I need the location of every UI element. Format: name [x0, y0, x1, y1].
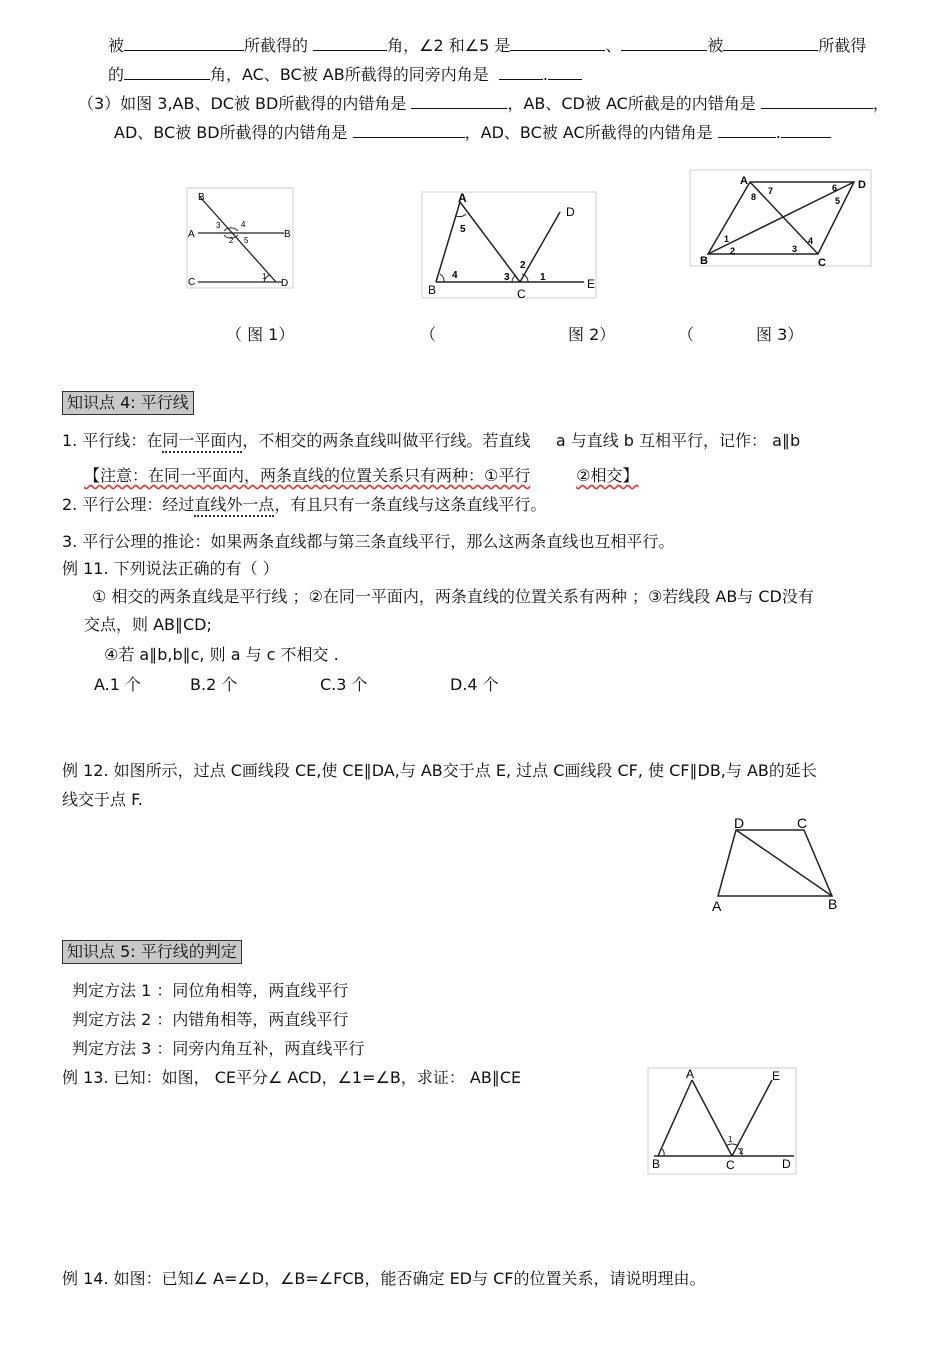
- label-E: E: [587, 277, 596, 291]
- example-14: 例 14. 如图：已知∠ A=∠D，∠B=∠FCB，能否确定 ED与 CF的位置关系，请说明理由。: [62, 1269, 706, 1288]
- answer-blank[interactable]: [781, 122, 831, 138]
- example-13: 例 13. 已知：如图， CE平分∠ ACD，∠1=∠B，求证： AB∥CE: [62, 1068, 522, 1087]
- label-D: D: [281, 278, 289, 289]
- angle-1: 1: [728, 1135, 733, 1144]
- angle-5: 5: [835, 196, 841, 206]
- trapezoid-figure: [706, 814, 846, 914]
- label-A: A: [458, 191, 467, 205]
- answer-blank[interactable]: [718, 122, 776, 138]
- method-1: 判定方法 1 ：同位角相等，两直线平行: [72, 981, 349, 1000]
- angle-1: 1: [540, 272, 546, 283]
- angle-3: 3: [216, 221, 221, 230]
- label-A: A: [740, 175, 748, 187]
- section-title-k4: 知识点 4: 平行线: [62, 391, 194, 415]
- label-D: D: [782, 1157, 791, 1171]
- angle-2: 2: [730, 246, 736, 256]
- label-C: C: [726, 1158, 735, 1172]
- example-11-statement-3: ④若 a∥b,b∥c, 则 a 与 c 不相交 .: [104, 645, 339, 664]
- angle-3: 3: [504, 272, 510, 283]
- paragraph-corollary: 3. 平行公理的推论：如果两条直线都与第三条直线平行，那么这两条直线也互相平行。: [62, 532, 675, 551]
- label-A: A: [712, 898, 722, 914]
- label-E: E: [772, 1069, 781, 1083]
- answer-blank[interactable]: [313, 35, 387, 51]
- example-12-line-1: 例 12. 如图所示，过点 C画线段 CE,使 CE∥DA,与 AB交于点 E, 过点 C画线段 CF, 使 CF∥DB,与 AB的延长: [62, 761, 817, 780]
- angle-5: 5: [460, 224, 466, 235]
- caption-figure-3-open: （: [678, 325, 695, 344]
- angle-8: 8: [751, 192, 757, 202]
- answer-blank[interactable]: [353, 122, 465, 138]
- answer-blank[interactable]: [510, 35, 605, 51]
- section-title-k5: 知识点 5: 平行线的判定: [62, 940, 242, 964]
- question-line-4: AD、BC被 BD所截得的内错角是 ，AD、BC被 AC所截得的内错角是 .: [114, 122, 831, 144]
- angle-2: 2: [520, 260, 526, 271]
- figure-1: [186, 187, 296, 292]
- caption-figure-2: 图 2）: [568, 325, 616, 344]
- angle-4: 4: [241, 220, 246, 229]
- angle-6: 6: [832, 183, 838, 193]
- paragraph-parallel-axiom: 2. 平行公理：经过直线外一点，有且只有一条直线与这条直线平行。: [62, 494, 546, 516]
- answer-blank[interactable]: [723, 35, 818, 51]
- paragraph-parallel-def: 1. 平行线：在同一平面内，不相交的两条直线叫做平行线。若直线 a 与直线 b 互相平行，记作： a∥b: [62, 430, 800, 452]
- label-A: A: [188, 229, 195, 240]
- example-11: 例 11. 下列说法正确的有（ ）: [62, 559, 279, 578]
- question-line-2: 的 角，AC、BC被 AB所截得的同旁内角是 .: [108, 64, 582, 86]
- question-line-1: 被 所截得的 角，∠2 和∠5 是 、 被 所截得: [108, 36, 867, 55]
- label-D: D: [734, 815, 745, 831]
- angle-4: 4: [452, 270, 458, 281]
- caption-figure-2-open: （: [420, 325, 437, 344]
- label-C: C: [188, 277, 196, 288]
- method-2: 判定方法 2 ：内错角相等，两直线平行: [72, 1010, 349, 1029]
- option-b[interactable]: B.2 个: [190, 675, 238, 694]
- option-d[interactable]: D.4 个: [450, 675, 499, 694]
- caption-figure-1: （ 图 1）: [226, 325, 295, 344]
- angle-2: 2: [739, 1147, 744, 1156]
- label-D: D: [566, 205, 575, 219]
- answer-blank[interactable]: [761, 93, 873, 109]
- label-C: C: [797, 815, 808, 831]
- answer-blank[interactable]: [621, 35, 707, 51]
- example-11-statement-2: 交点，则 AB∥CD;: [84, 615, 212, 634]
- label-D: D: [858, 179, 866, 191]
- option-c[interactable]: C.3 个: [320, 675, 368, 694]
- option-a[interactable]: A.1 个: [94, 675, 142, 694]
- label-B: B: [284, 229, 291, 240]
- example-11-statement-1: ① 相交的两条直线是平行线 ；②在同一平面内，两条直线的位置关系有两种 ；③若线段 AB与 CD没有: [92, 587, 814, 606]
- angle-4: 4: [808, 236, 814, 246]
- caption-figure-3: 图 3）: [756, 325, 804, 344]
- note-line: 【注意：在同一平面内，两条直线的位置关系只有两种：①平行 ②相交】: [84, 466, 639, 485]
- label-A: A: [686, 1067, 695, 1081]
- angle-5: 5: [244, 236, 249, 245]
- label-B: B: [652, 1157, 661, 1171]
- answer-blank[interactable]: [124, 64, 210, 80]
- angle-3: 3: [792, 244, 798, 254]
- angle-1: 1: [724, 234, 730, 244]
- example-12-line-2: 线交于点 F.: [62, 790, 143, 809]
- answer-blank[interactable]: [548, 64, 582, 80]
- label-C: C: [517, 287, 526, 301]
- angle-1: 1: [262, 272, 267, 281]
- label-B: B: [828, 896, 838, 912]
- label-C: C: [818, 257, 826, 268]
- label-B: B: [198, 192, 205, 203]
- question-line-3: （3）如图 3,AB、DC被 BD所截得的内错角是 ，AB、CD被 AC所截是的内错角是 ，: [78, 94, 889, 113]
- label-B: B: [428, 283, 437, 297]
- answer-blank[interactable]: [124, 35, 244, 51]
- angle-2: 2: [229, 236, 234, 245]
- figure-3: [688, 168, 873, 268]
- figure-example-13: [646, 1066, 798, 1176]
- method-3: 判定方法 3 ：同旁内角互补，两直线平行: [72, 1039, 365, 1058]
- figure-2: [420, 190, 600, 302]
- angle-7: 7: [768, 186, 774, 196]
- label-B: B: [700, 255, 708, 267]
- answer-blank[interactable]: [499, 64, 543, 80]
- answer-blank[interactable]: [411, 93, 507, 109]
